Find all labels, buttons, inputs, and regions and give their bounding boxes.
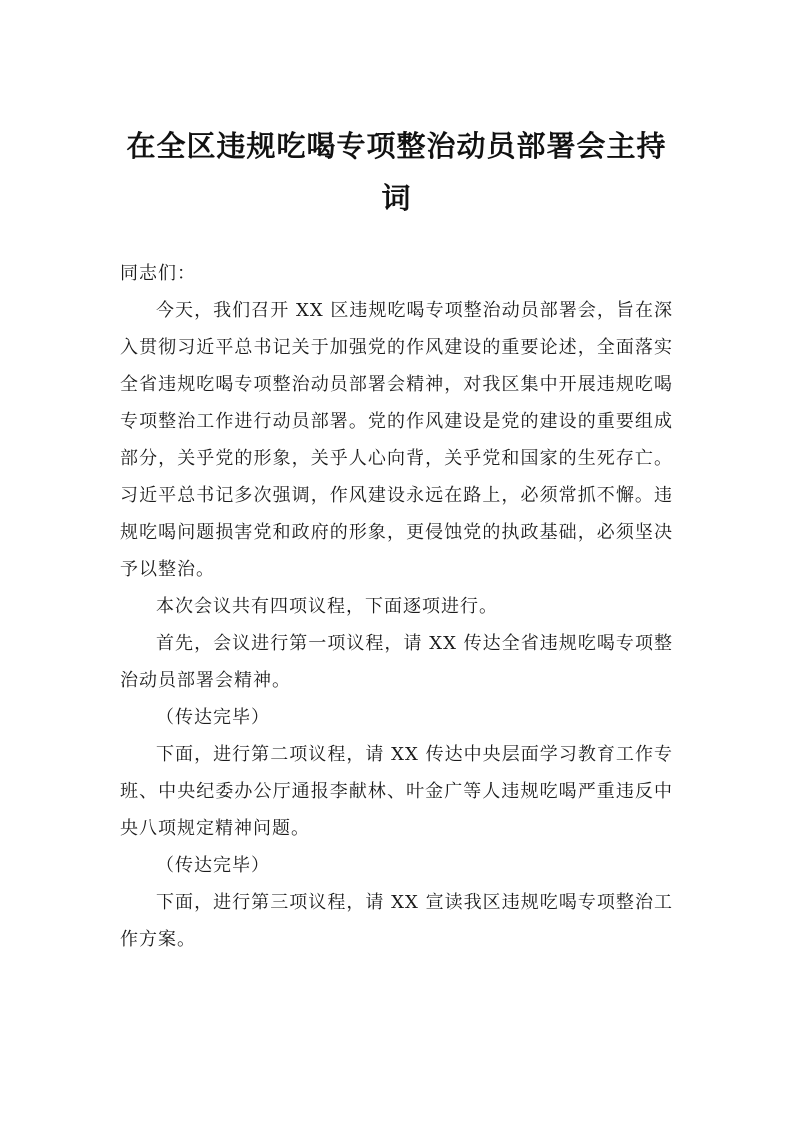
document-title <box>120 120 673 224</box>
paragraph-item-3: 下面，进行第三项议程，请 XX 宣读我区违规吃喝专项整治工作方案。 <box>120 892 673 950</box>
paragraph-item-1: 首先，会议进行第一项议程，请 XX 传达全省违规吃喝专项整治动员部署会精神。 <box>120 633 673 691</box>
title-line-2: 词 <box>381 181 412 215</box>
paragraph-note-1: （传达完毕） <box>156 707 270 728</box>
document-body <box>120 255 673 958</box>
paragraph-item-2: 下面，进行第二项议程，请 XX 传达中央层面学习教育工作专班、中央纪委办公厅通报李献林、叶金广等人违规吃喝严重违反中央八项规定精神问题。 <box>120 744 673 839</box>
title-line-1: 在全区违规吃喝专项整治动员部署会主持 <box>126 129 667 163</box>
paragraph-agenda: 本次会议共有四项议程，下面逐项进行。 <box>156 596 498 617</box>
paragraph-note-2: （传达完毕） <box>156 855 270 876</box>
greeting: 同志们： <box>120 263 196 284</box>
paragraph-opening: 今天，我们召开 XX 区违规吃喝专项整治动员部署会，旨在深入贯彻习近平总书记关于加强党的作风建设的重要论述，全面落实全省违规吃喝专项整治动员部署会精神，对我区集中开展违规吃喝专项整治工作进行动员部署。党的作风建设是党的建设的重要组成部分，关乎党的形象，关乎人心向背，关乎党和国家的生死存亡。习近平总书记多次强调，作风建设永远在路上，必须常抓不懈。违规吃喝问题损害党和政府的形象，更侵蚀党的执政基础，必须坚决予以整治。 <box>120 300 673 580</box>
